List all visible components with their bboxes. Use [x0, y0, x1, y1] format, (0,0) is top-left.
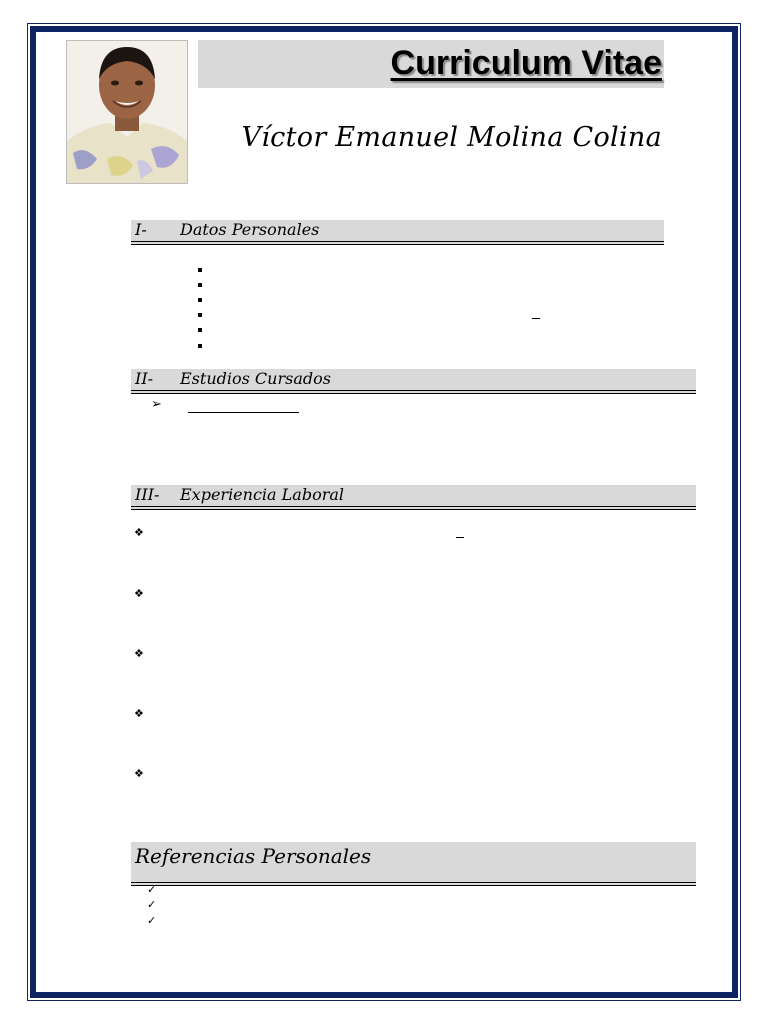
diamond-bullet-icon: ❖	[134, 647, 144, 660]
dash-mark	[456, 537, 464, 538]
arrowhead-bullet-icon: ➢	[151, 397, 162, 412]
document-title: Curriculum Vitae	[390, 44, 662, 82]
checkmark-icon: ✓	[147, 883, 157, 896]
section-personal-title: Datos Personales	[180, 220, 320, 239]
section-experience-title: Experiencia Laboral	[180, 485, 344, 504]
section-personal-header	[131, 220, 664, 245]
section-personal-number: I-	[135, 220, 147, 239]
diamond-bullet-icon: ❖	[134, 587, 144, 600]
section-experience-number: III-	[135, 485, 160, 504]
studies-underline	[188, 412, 299, 413]
section-studies-number: II-	[135, 369, 154, 388]
diamond-bullet-icon: ❖	[134, 707, 144, 720]
section-studies-title: Estudios Cursados	[180, 369, 331, 388]
section-references-header	[131, 842, 696, 886]
square-bullet-icon	[198, 328, 202, 332]
square-bullet-icon	[198, 298, 202, 302]
square-bullet-icon	[198, 313, 202, 317]
diamond-bullet-icon: ❖	[134, 767, 144, 780]
section-experience-header	[131, 485, 696, 510]
square-bullet-icon	[198, 268, 202, 272]
square-bullet-icon	[198, 344, 202, 348]
dash-mark	[532, 318, 540, 319]
section-studies-header	[131, 369, 696, 394]
checkmark-icon: ✓	[147, 914, 157, 927]
diamond-bullet-icon: ❖	[134, 526, 144, 539]
checkmark-icon: ✓	[147, 898, 157, 911]
square-bullet-icon	[198, 283, 202, 287]
profile-photo-illustration	[67, 41, 187, 183]
profile-photo	[66, 40, 188, 184]
section-references-title: Referencias Personales	[135, 844, 372, 868]
candidate-name: Víctor Emanuel Molina Colina	[241, 122, 662, 153]
